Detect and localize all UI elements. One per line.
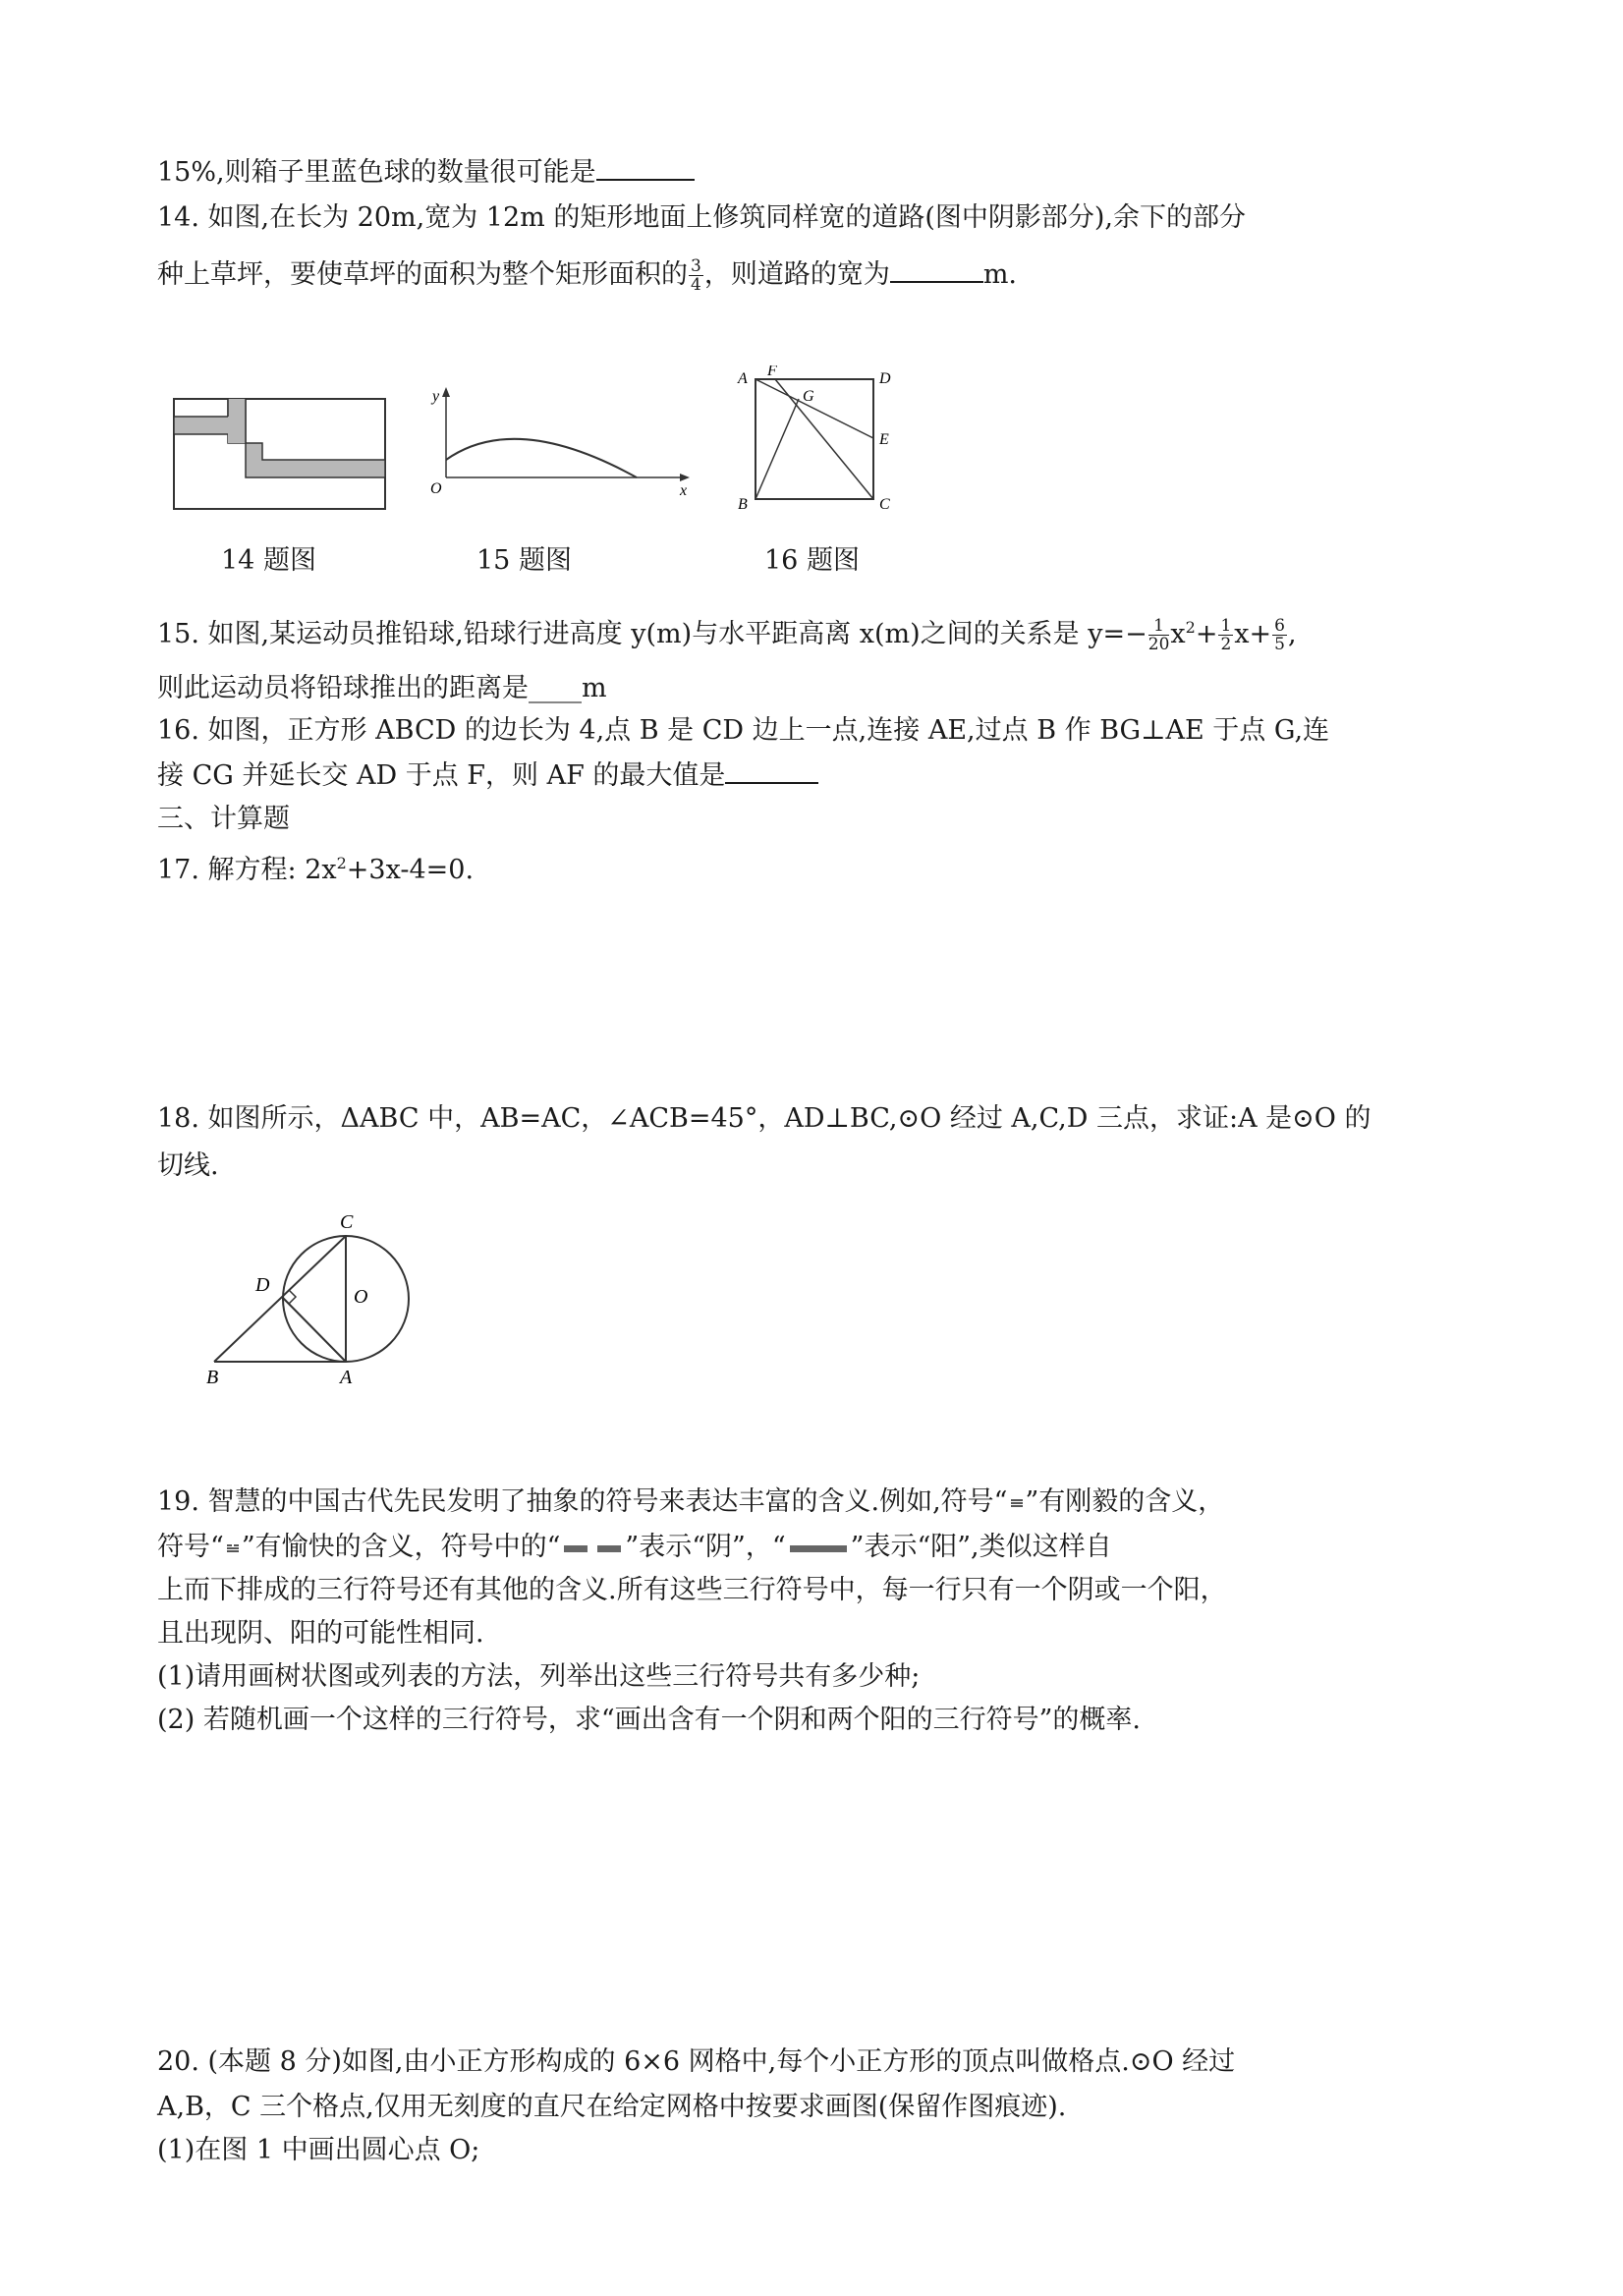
q13-answer-blank (596, 155, 695, 181)
q14-frac-num: 3 (691, 256, 701, 276)
q15-frac1 (1148, 617, 1170, 653)
q15-frac2-num: 1 (1220, 616, 1232, 636)
q13-text: 15%,则箱子里蓝色球的数量很可能是 (157, 157, 596, 188)
q15-unit: m (582, 673, 607, 703)
fig15-label-x: x (680, 482, 688, 499)
q14-line2 (157, 257, 1017, 294)
q15-frac1-num: 1 (1148, 617, 1170, 636)
q14-frac-den: 4 (691, 275, 701, 295)
caption-figure-14: 14 题图 (221, 545, 316, 576)
q15-frac2-den: 2 (1220, 635, 1232, 654)
fig18-label-a: A (340, 1367, 353, 1387)
q16-line1: 16. 如图，正方形 ABCD 的边长为 4,点 B 是 CD 边上一点,连接 AE,过点 B 作 BG⊥AE 于点 G,连 (157, 715, 1330, 746)
trigram-qian-icon (1010, 1496, 1024, 1510)
q19-text-2c: ”表示“阴”，“ (625, 1532, 786, 1562)
q19-text-1b: ”有刚毅的含义， (1025, 1486, 1225, 1517)
q17-sup: 2 (336, 854, 347, 872)
q20-line1: 20. (本题 8 分)如图,由小正方形构成的 6×6 网格中,每个小正方形的顶点叫做格点.⊙O 经过 (157, 2046, 1236, 2077)
q15-frac1-den: 20 (1147, 635, 1170, 654)
trigram-dui-icon (226, 1541, 240, 1555)
q14-text-a: 种上草坪，要使草坪的面积为整个矩形面积的 (157, 259, 688, 290)
q15-line1 (157, 611, 1297, 653)
fig16-label-a: A (738, 370, 748, 387)
q16-answer-blank (725, 758, 818, 784)
q15-x: x (1170, 619, 1186, 649)
fig16-label-e: E (879, 431, 889, 448)
q20-line2: A,B，C 三个格点,仅用无刻度的直尺在给定网格中按要求画图(保留作图痕迹). (157, 2092, 1067, 2122)
yang-line-icon (788, 1541, 849, 1555)
q15-sup: 2 (1185, 618, 1196, 637)
q17-text-b: +3x-4=0. (346, 855, 475, 885)
figure-16-square-abcd (732, 365, 909, 513)
figure-18-circle-triangle (196, 1201, 432, 1387)
q15-frac3 (1272, 617, 1287, 653)
q17-text-a: 17. 解方程: 2x (157, 855, 337, 885)
fig16-label-f: F (767, 365, 777, 379)
fig18-label-c: C (340, 1211, 354, 1233)
q15-line2 (157, 672, 607, 705)
q15-blank: ____ (529, 673, 582, 703)
q19-text-2a: 符号“ (157, 1532, 224, 1562)
fig18-label-o: O (354, 1286, 368, 1308)
q13-tail (157, 155, 695, 190)
q18-line1: 18. 如图所示，ΔABC 中，AB=AC，∠ACB=45°，AD⊥BC,⊙O 经过 A,C,D 三点，求证:A 是⊙O 的 (157, 1103, 1371, 1134)
q17-line (157, 847, 474, 887)
q19-text-2b: ”有愉快的含义，符号中的“ (241, 1532, 561, 1562)
fig15-label-o: O (430, 480, 442, 497)
q19-line4: 且出现阴、阳的可能性相同. (157, 1618, 484, 1649)
q15-frac3-den: 5 (1274, 635, 1285, 654)
fig15-label-y: y (432, 388, 440, 405)
q19-line5: (1)请用画树状图或列表的方法，列举出这些三行符号共有多少种; (157, 1661, 921, 1692)
q14-text-c: m. (982, 259, 1018, 290)
q15-plus: + (1195, 619, 1218, 649)
section-3-title: 三、计算题 (157, 804, 290, 834)
figure-14-road-rectangle (172, 393, 390, 511)
q16-line2 (157, 758, 818, 793)
caption-figure-15: 15 题图 (476, 545, 572, 576)
q16-text: 接 CG 并延长交 AD 于点 F，则 AF 的最大值是 (157, 760, 726, 791)
q20-line3: (1)在图 1 中画出圆心点 O; (157, 2135, 480, 2165)
q19-text-1a: 19. 智慧的中国古代先民发明了抽象的符号来表达丰富的含义.例如,符号“ (157, 1486, 1008, 1517)
figure-15-shotput-parabola (422, 383, 698, 501)
fig16-label-g: G (803, 388, 814, 405)
fig18-label-d: D (255, 1274, 270, 1296)
yin-line-icon (562, 1541, 623, 1555)
q19-line2 (157, 1531, 1112, 1564)
q19-line3: 上而下排成的三行符号还有其他的含义.所有这些三行符号中，每一行只有一个阴或一个阳， (157, 1575, 1227, 1605)
q15-text-b: 则此运动员将铅球推出的距离是 (157, 673, 529, 703)
q14-text-b: ，则道路的宽为 (703, 259, 890, 290)
caption-figure-16: 16 题图 (764, 545, 860, 576)
q19-line6: (2) 若随机画一个这样的三行符号，求“画出含有一个阴和两个阳的三行符号”的概率. (157, 1705, 1142, 1735)
fig16-label-c: C (879, 496, 890, 513)
q14-answer-blank (890, 257, 983, 283)
fig18-label-b: B (206, 1367, 219, 1387)
q15-frac2 (1218, 617, 1233, 653)
q15-xplus: x+ (1234, 619, 1272, 649)
q15-text-a: 15. 如图,某运动员推铅球,铅球行进高度 y(m)与水平距高离 x(m)之间的关系是 y=− (157, 619, 1147, 649)
q14-fraction (689, 257, 703, 294)
fig16-label-d: D (879, 370, 891, 387)
q19-text-2d: ”表示“阳”,类似这样自 (850, 1532, 1112, 1562)
fig16-label-b: B (738, 496, 748, 513)
q18-line2: 切线. (157, 1150, 219, 1181)
q15-end: , (1287, 619, 1297, 649)
q14-line1: 14. 如图,在长为 20m,宽为 12m 的矩形地面上修筑同样宽的道路(图中阴影部分),余下的部分 (157, 202, 1247, 233)
q19-line1 (157, 1485, 1224, 1519)
q15-frac3-num: 6 (1274, 616, 1285, 636)
